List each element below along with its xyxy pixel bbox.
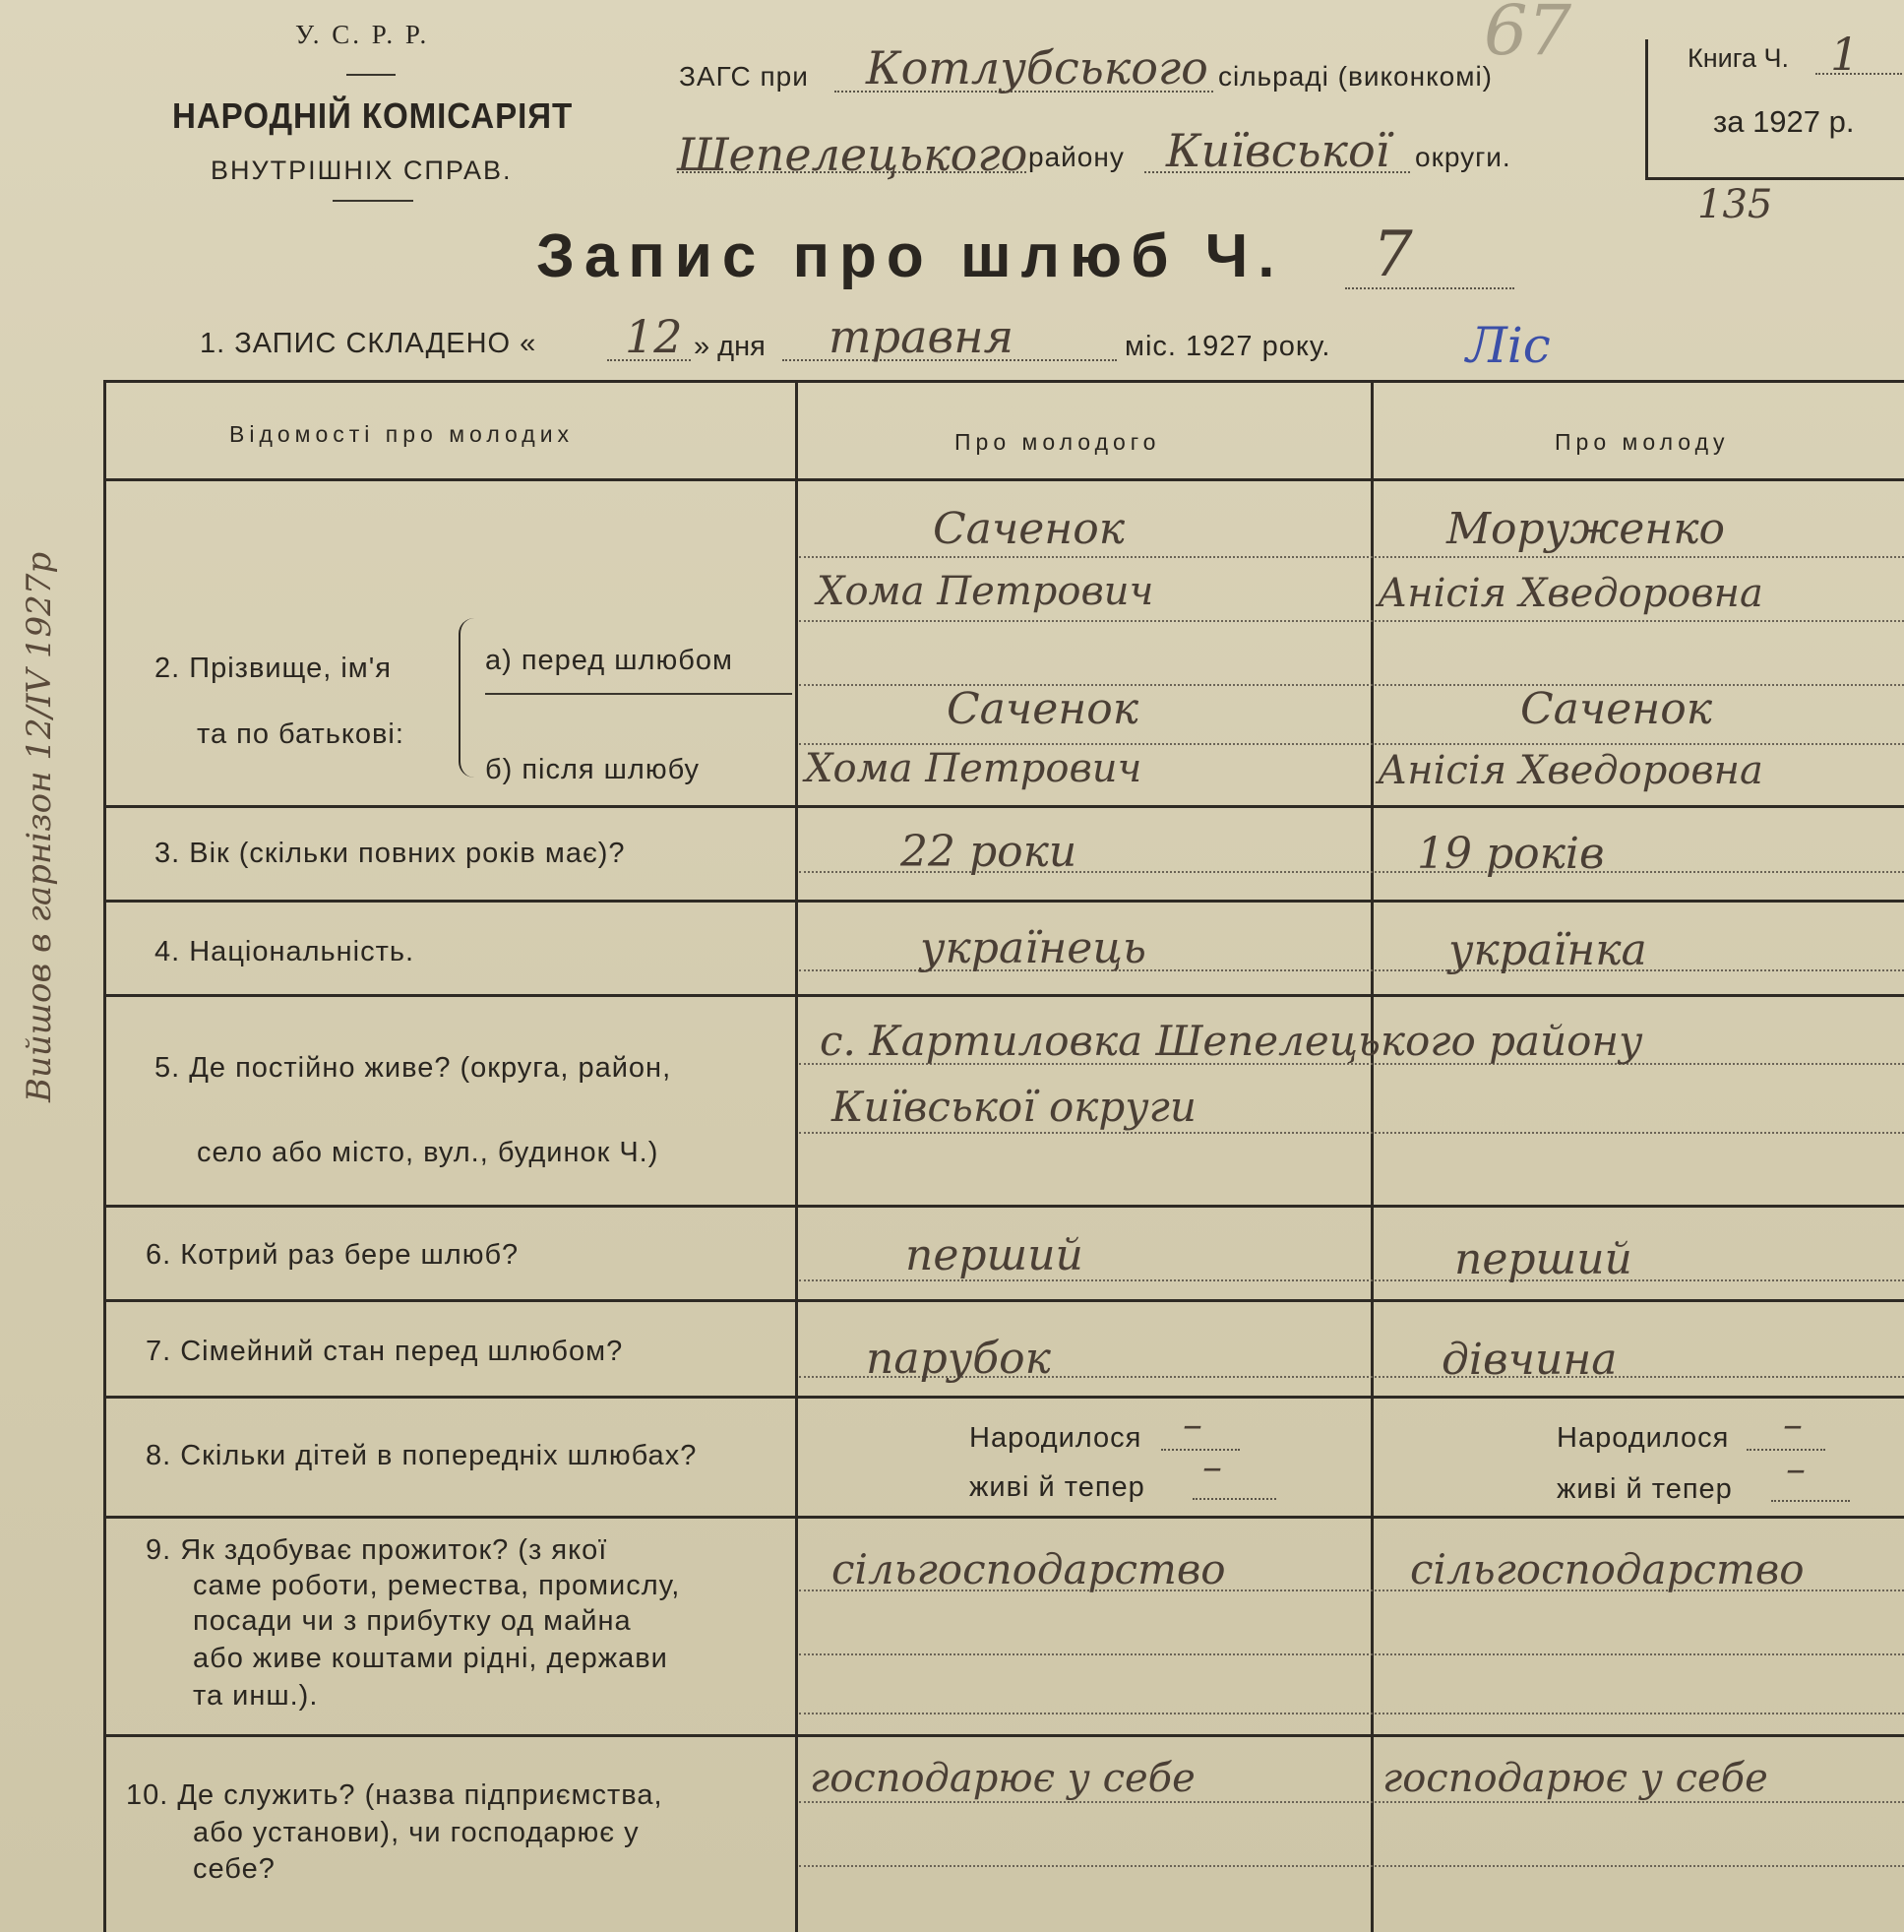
row2-label-line1: 2. Прізвище, ім'я — [154, 653, 392, 684]
row9-label-line3: посади чи з прибутку од майна — [193, 1605, 632, 1637]
book-number-line — [1815, 73, 1902, 75]
bride-surname-after-hw: Саченок — [1520, 684, 1713, 734]
bride-alive-hw: – — [1786, 1447, 1806, 1492]
record-day-hw: 12 — [625, 310, 683, 363]
zags-suffix: сільраді (виконкомі) — [1218, 61, 1493, 92]
row2-dotline-2 — [799, 620, 1904, 622]
bride-age-hw: 19 років — [1417, 829, 1605, 879]
row10-dotline-1 — [799, 1801, 1904, 1803]
row2-dotline-1 — [799, 556, 1904, 558]
header-bride: Про молоду — [1555, 429, 1730, 455]
header-rule — [346, 74, 396, 76]
col1-right-border — [795, 380, 798, 1932]
table-top-border — [103, 380, 1904, 383]
groom-age-hw: 22 роки — [900, 827, 1077, 877]
row9-dotline-3 — [799, 1713, 1904, 1714]
row9-label-line1: 9. Як здобуває прожиток? (з якої — [146, 1534, 608, 1566]
title-number-line — [1345, 287, 1514, 289]
bride-surname-before-hw: Моруженко — [1446, 504, 1726, 554]
record-title: Запис про шлюб Ч. — [536, 222, 1285, 290]
bride-status-hw: дівчина — [1442, 1335, 1618, 1385]
book-box — [1645, 28, 1904, 180]
row9-dotline-2 — [799, 1653, 1904, 1655]
row4-label: 4. Національність. — [154, 936, 415, 967]
row9-label-line2: саме роботи, ремества, промислу, — [193, 1570, 681, 1601]
district-fill-line — [677, 171, 1026, 173]
groom-born-label: Народилося — [969, 1422, 1142, 1454]
ministry-title: НАРОДНІЙ КОМІСАРІЯТ — [172, 95, 574, 136]
header-info-about: Відомості про молодих — [229, 421, 575, 447]
margin-vertical-note: Вийшов в гарнізон 12/IV 1927р — [20, 551, 59, 1102]
row10-label-line3: себе? — [193, 1853, 276, 1885]
header-bottom-border — [103, 478, 1904, 481]
bride-marriage-count-hw: перший — [1454, 1234, 1632, 1284]
row3-bottom-border — [103, 900, 1904, 903]
bride-name-after-hw: Анісія Хведоровна — [1378, 748, 1763, 793]
row5-label-line1: 5. Де постійно живе? (округа, район, — [154, 1052, 672, 1084]
book-label: Книга Ч. — [1688, 43, 1789, 73]
record-month-hw: травня — [829, 310, 1014, 363]
groom-born-hw: – — [1183, 1402, 1202, 1448]
row2-label-line2: та по батькові: — [197, 718, 404, 750]
side-margin-number: 135 — [1697, 182, 1773, 227]
groom-alive-hw: – — [1202, 1445, 1222, 1490]
record-number-hw: 7 — [1373, 218, 1413, 291]
row6-bottom-border — [103, 1299, 1904, 1302]
row10-label-line2: або установи), чи господарює у — [193, 1817, 640, 1848]
header-rule-bottom — [333, 200, 413, 202]
groom-surname-after-hw: Саченок — [947, 684, 1139, 734]
row5-label-line2: село або місто, вул., будинок Ч.) — [197, 1137, 659, 1168]
book-year: за 1927 р. — [1713, 104, 1855, 139]
row9-label-line4: або живе коштами рідні, держави — [193, 1643, 668, 1674]
bride-nationality-hw: українка — [1448, 925, 1647, 975]
okrug-hw: Київської — [1166, 124, 1390, 177]
row9-label-line5: та инш.). — [193, 1680, 319, 1712]
row8-bottom-border — [103, 1516, 1904, 1519]
record-line-prefix: 1. ЗАПИС СКЛАДЕНО « — [200, 328, 537, 359]
row2-sub-before: а) перед шлюбом — [485, 645, 733, 676]
district-hw: Шепелецького — [677, 128, 1028, 181]
groom-nationality-hw: українець — [920, 923, 1146, 973]
groom-livelihood-hw: сільгосподарство — [831, 1545, 1226, 1593]
record-line-suffix: міс. 1927 року. — [1125, 331, 1331, 362]
row2-dotline-4 — [799, 743, 1904, 745]
row7-bottom-border — [103, 1396, 1904, 1399]
groom-surname-before-hw: Саченок — [933, 504, 1126, 554]
row6-label: 6. Котрий раз бере шлюб? — [146, 1239, 520, 1271]
groom-born-line — [1161, 1449, 1240, 1451]
groom-employment-hw: господарює у себе — [810, 1756, 1196, 1801]
stamp-initials-hw: Ліс — [1466, 317, 1551, 374]
row2-sub-divider — [485, 693, 792, 695]
bride-born-label: Народилося — [1557, 1422, 1730, 1454]
groom-name-after-hw: Хома Петрович — [805, 746, 1142, 791]
groom-alive-line — [1193, 1498, 1276, 1500]
zags-prefix: ЗАГС при — [679, 61, 809, 92]
groom-name-before-hw: Хома Петрович — [817, 569, 1154, 614]
row10-dotline-2 — [799, 1865, 1904, 1867]
row7-label: 7. Сімейний стан перед шлюбом? — [146, 1336, 624, 1367]
okrug-word: округи. — [1415, 142, 1511, 172]
zags-village-hw: Котлубського — [866, 41, 1208, 94]
groom-alive-label: живі й тепер — [969, 1471, 1145, 1503]
bride-alive-label: живі й тепер — [1557, 1473, 1733, 1505]
residence-line1-hw: с. Картиловка Шепелецького району — [820, 1017, 1643, 1065]
top-margin-number: 67 — [1484, 0, 1572, 71]
row5-bottom-border — [103, 1205, 1904, 1208]
district-word: району — [1028, 142, 1125, 172]
record-line-mid: » дня — [694, 331, 766, 362]
bride-born-hw: – — [1783, 1402, 1803, 1448]
row2-bottom-border — [103, 805, 1904, 808]
groom-marriage-count-hw: перший — [905, 1230, 1083, 1280]
bride-name-before-hw: Анісія Хведоровна — [1378, 571, 1763, 616]
groom-status-hw: парубок — [866, 1334, 1051, 1384]
book-number-hw: 1 — [1830, 28, 1860, 81]
bride-livelihood-hw: сільгосподарство — [1410, 1545, 1805, 1593]
bride-alive-line — [1771, 1500, 1850, 1502]
header-groom: Про молодого — [954, 429, 1161, 455]
row2-brace — [459, 618, 476, 778]
col2-right-border — [1371, 380, 1374, 1932]
ministry-subtitle: ВНУТРІШНІХ СПРАВ. — [211, 156, 513, 185]
country-abbrev: У. С. Р. Р. — [295, 20, 430, 49]
bride-employment-hw: господарює у себе — [1382, 1756, 1768, 1801]
row10-label-line1: 10. Де служить? (назва підприємства, — [126, 1779, 663, 1811]
residence-line2-hw: Київської округи — [831, 1083, 1197, 1131]
table-left-border — [103, 380, 106, 1932]
row4-bottom-border — [103, 994, 1904, 997]
row9-bottom-border — [103, 1734, 1904, 1737]
row3-label: 3. Вік (скільки повних років має)? — [154, 838, 626, 869]
row8-label: 8. Скільки дітей в попередніх шлюбах? — [146, 1440, 698, 1471]
row2-sub-after: б) після шлюбу — [485, 754, 701, 785]
row5-dotline-2 — [799, 1132, 1904, 1134]
